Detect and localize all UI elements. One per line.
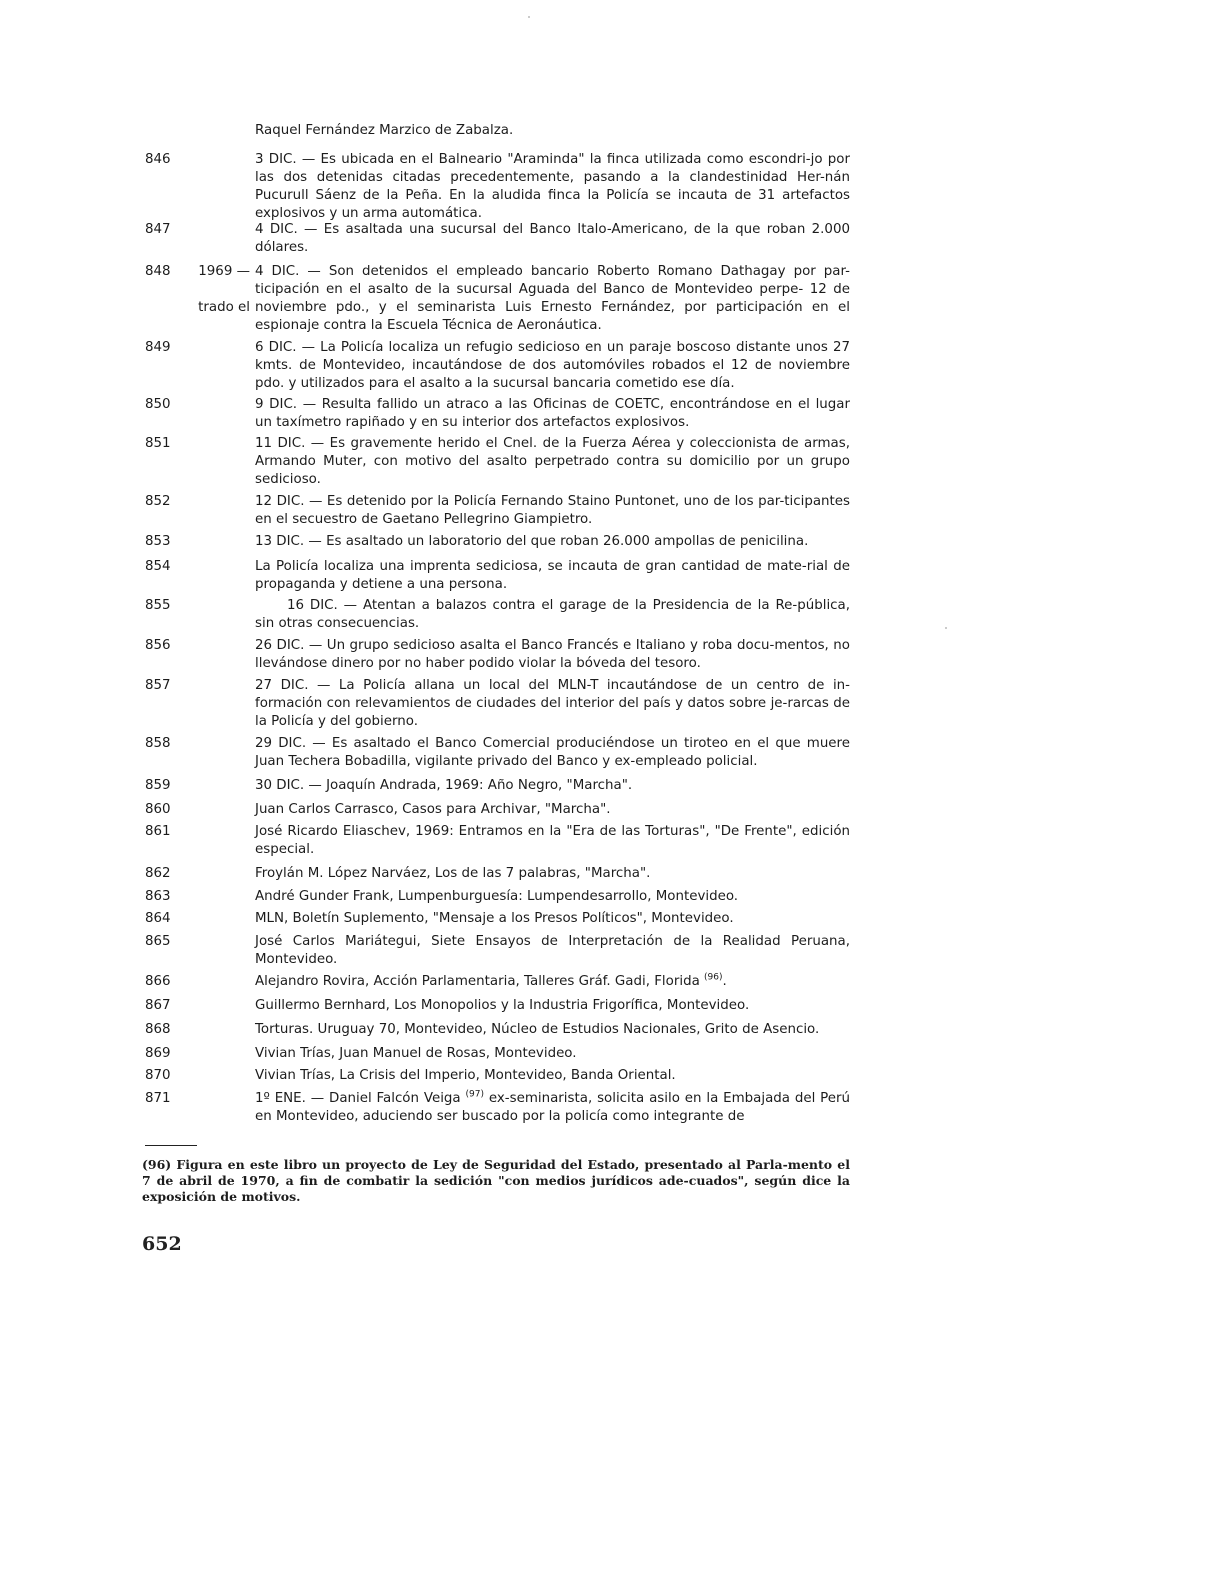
entry-text <box>255 823 850 859</box>
entry-text-body: 27 DIC. — La Policía allana un local del MLN-T incautándose de un centro de in-formación con relevamientos de ciudades del interior del país y datos sobre je-rarcas de la Policía y del gobierno. <box>255 678 850 729</box>
chronology-entry <box>145 221 850 257</box>
entry-text-body: La Policía localiza una imprenta sediciosa, se incauta de gran cantidad de mate-rial de propaganda y detiene a una persona. <box>255 559 850 592</box>
entry-text-body: José Ricardo Eliaschev, 1969: Entramos en la "Era de las Torturas", "De Frente", edición especial. <box>255 824 850 857</box>
chronology-entry <box>145 558 850 594</box>
chronology-entry <box>145 865 850 883</box>
margin-year-note: 1969 — <box>198 264 250 279</box>
chronology-entry <box>145 396 850 432</box>
entry-text-body: MLN, Boletín Suplemento, "Mensaje a los Presos Políticos", Montevideo. <box>255 911 734 926</box>
entry-text-body: 9 DIC. — Resulta fallido un atraco a las Oficinas de COETC, encontrándose en el lugar un taxímetro rapiñado y en su interior dos artefactos explosivos. <box>255 397 850 430</box>
entry-text-body: 11 DIC. — Es gravemente herido el Cnel. de la Fuerza Aérea y coleccionista de armas, Armando Muter, con motivo del asalto perpetrado contra su domicilio por un grupo sedicioso. <box>255 436 850 487</box>
entry-text-body: 6 DIC. — La Policía localiza un refugio sedicioso en un paraje boscoso distante unos 27 kmts. de Montevideo, incautándose de dos automóviles robados el 12 de noviembre pdo. y utilizados para el asalto a la sucursal bancaria cometido ese día. <box>255 340 850 391</box>
entry-text-body: 30 DIC. — Joaquín Andrada, 1969: Año Negro, "Marcha". <box>255 778 633 793</box>
entry-text-body: Vivian Trías, La Crisis del Imperio, Montevideo, Banda Oriental. <box>255 1068 676 1083</box>
entry-text-body: 4 DIC. — Es asaltada una sucursal del Banco Italo-Americano, de la que roban 2.000 dólares. <box>255 222 850 255</box>
entry-text-body: Juan Carlos Carrasco, Casos para Archivar, "Marcha". <box>255 802 611 817</box>
entry-text <box>255 1067 850 1085</box>
chronology-entry <box>145 997 850 1015</box>
entry-number: 861 <box>145 824 171 839</box>
chronology-entry <box>145 1090 850 1126</box>
entry-text-body: Guillermo Bernhard, Los Monopolios y la Industria Frigorífica, Montevideo. <box>255 998 750 1013</box>
entry-number: 866 <box>145 974 171 989</box>
entry-text-body: 26 DIC. — Un grupo sedicioso asalta el Banco Francés e Italiano y roba docu-mentos, no llevándose dinero por no haber podido violar la bóveda del tesoro. <box>255 638 850 671</box>
entry-number: 857 <box>145 678 171 693</box>
page-number: 652 <box>142 1233 182 1255</box>
entry-text <box>255 888 850 906</box>
entry-text <box>255 865 850 883</box>
entry-number: 846 <box>145 152 171 167</box>
footnote-reference: (96) <box>704 972 723 983</box>
entry-number: 864 <box>145 911 171 926</box>
entry-text <box>255 339 850 393</box>
chronology-entry <box>145 910 850 928</box>
chronology-list <box>145 122 850 1124</box>
entry-number: 853 <box>145 534 171 549</box>
entry-number: 858 <box>145 736 171 751</box>
entry-number: 869 <box>145 1046 171 1061</box>
entry-text-tail: . <box>722 974 727 989</box>
entry-text-body: Froylán M. López Narváez, Los de las 7 palabras, "Marcha". <box>255 866 651 881</box>
footnote: (96) Figura en este libro un proyecto de Ley de Seguridad del Estado, presentado al Parla-mento el 7 de abril de 1970, a fin de combatir la sedición "con medios jurídicos ade-cuados", según dice la exposición de motivos. <box>142 1157 850 1204</box>
continuation-entry <box>145 122 850 146</box>
entry-text-body: 12 DIC. — Es detenido por la Policía Fernando Staino Puntonet, uno de los par-ticipantes en el secuestro de Gaetano Pellegrino Giampietro. <box>255 494 850 527</box>
entry-text <box>255 151 850 223</box>
entry-number: 856 <box>145 638 171 653</box>
margin-continuation-note: trado el <box>198 300 250 315</box>
entry-number: 850 <box>145 397 171 412</box>
entry-text <box>255 263 850 335</box>
chronology-entry <box>145 1021 850 1039</box>
chronology-entry <box>145 933 850 969</box>
entry-text <box>255 677 850 731</box>
entry-text-body: José Carlos Mariátegui, Siete Ensayos de Interpretación de la Realidad Peruana, Montevideo. <box>255 934 850 967</box>
entry-number: 851 <box>145 436 171 451</box>
chronology-entry <box>145 151 850 223</box>
continuation-text: Raquel Fernández Marzico de Zabalza. <box>255 123 514 138</box>
entry-text <box>255 221 850 257</box>
entry-text <box>255 396 850 432</box>
entry-number: 848 <box>145 264 171 279</box>
entry-text <box>255 558 850 594</box>
entry-number: 859 <box>145 778 171 793</box>
footnote-reference: (97) <box>465 1089 484 1100</box>
chronology-entry <box>145 888 850 906</box>
chronology-entry <box>145 735 850 771</box>
entry-text-body: Vivian Trías, Juan Manuel de Rosas, Montevideo. <box>255 1046 577 1061</box>
entry-number: 847 <box>145 222 171 237</box>
scan-speck <box>945 627 947 629</box>
entry-number: 862 <box>145 866 171 881</box>
chronology-entry <box>145 637 850 673</box>
entry-text <box>255 801 850 819</box>
entry-text <box>255 493 850 529</box>
entry-number: 867 <box>145 998 171 1013</box>
entry-text-body: Torturas. Uruguay 70, Montevideo, Núcleo de Estudios Nacionales, Grito de Asencio. <box>255 1022 820 1037</box>
chronology-entry <box>145 1067 850 1085</box>
entry-number: 871 <box>145 1091 171 1106</box>
chronology-entry <box>145 973 850 991</box>
entry-number: 870 <box>145 1068 171 1083</box>
entry-text <box>255 533 850 551</box>
entry-text-body: 4 DIC. — Son detenidos el empleado bancario Roberto Romano Dathagay por par-ticipación en el asalto de la sucursal Aguada del Banco de Montevideo perpe- 12 de noviembre pdo., y el seminarista Luis Ernesto Fernández, por participación en el espionaje contra la Escuela Técnica de Aeronáutica. <box>255 264 850 333</box>
entry-number: 868 <box>145 1022 171 1037</box>
entry-text <box>255 933 850 969</box>
entry-text-body: 1º ENE. — Daniel Falcón Veiga <box>255 1091 461 1106</box>
chronology-entry <box>145 339 850 393</box>
entry-text <box>255 435 850 489</box>
entry-text <box>255 973 850 991</box>
entry-number: 865 <box>145 934 171 949</box>
entry-text <box>255 997 850 1015</box>
entry-text-body: Alejandro Rovira, Acción Parlamentaria, Talleres Gráf. Gadi, Florida <box>255 974 700 989</box>
entry-text-body: André Gunder Frank, Lumpenburguesía: Lumpendesarrollo, Montevideo. <box>255 889 739 904</box>
chronology-entry <box>145 777 850 795</box>
chronology-entry <box>145 801 850 819</box>
chronology-entry <box>145 493 850 529</box>
entry-text <box>255 597 850 633</box>
entry-text <box>255 910 850 928</box>
scan-speck <box>528 16 530 18</box>
entry-text-body: 16 DIC. — Atentan a balazos contra el garage de la Presidencia de la Re-pública, sin otras consecuencias. <box>255 598 850 631</box>
chronology-entry <box>145 1045 850 1063</box>
entry-text <box>255 637 850 673</box>
entry-number: 854 <box>145 559 171 574</box>
entry-number: 852 <box>145 494 171 509</box>
entry-text-tail: ex-seminarista, solicita asilo en la Embajada del Perú en Montevideo, aduciendo ser buscado por la policía como integrante de <box>255 1091 850 1124</box>
chronology-entry <box>145 435 850 489</box>
entry-number: 855 <box>145 598 171 613</box>
entry-text-body: 29 DIC. — Es asaltado el Banco Comercial produciéndose un tiroteo en el que muere Juan Techera Bobadilla, vigilante privado del Banco y ex-empleado policial. <box>255 736 850 769</box>
entry-text <box>255 1045 850 1063</box>
entry-number: 863 <box>145 889 171 904</box>
chronology-entry <box>145 677 850 731</box>
chronology-entry <box>145 533 850 551</box>
entry-text-body: 13 DIC. — Es asaltado un laboratorio del que roban 26.000 ampollas de penicilina. <box>255 534 809 549</box>
chronology-entry <box>145 823 850 859</box>
chronology-entry <box>145 597 850 633</box>
entry-text-body: 3 DIC. — Es ubicada en el Balneario "Araminda" la finca utilizada como escondri-jo por las dos detenidas citadas precedentemente, pasando a la clandestinidad Her-nán Pucurull Sáenz de la Peña. En la aludida finca la Policía se incauta de 31 artefactos explosivos y un arma automática. <box>255 152 850 221</box>
entry-text <box>255 1021 850 1039</box>
entry-number: 849 <box>145 340 171 355</box>
chronology-entry <box>145 263 850 335</box>
entry-text <box>255 1090 850 1126</box>
entry-text <box>255 735 850 771</box>
footnote-rule <box>145 1145 197 1146</box>
entry-text <box>255 777 850 795</box>
entry-number: 860 <box>145 802 171 817</box>
